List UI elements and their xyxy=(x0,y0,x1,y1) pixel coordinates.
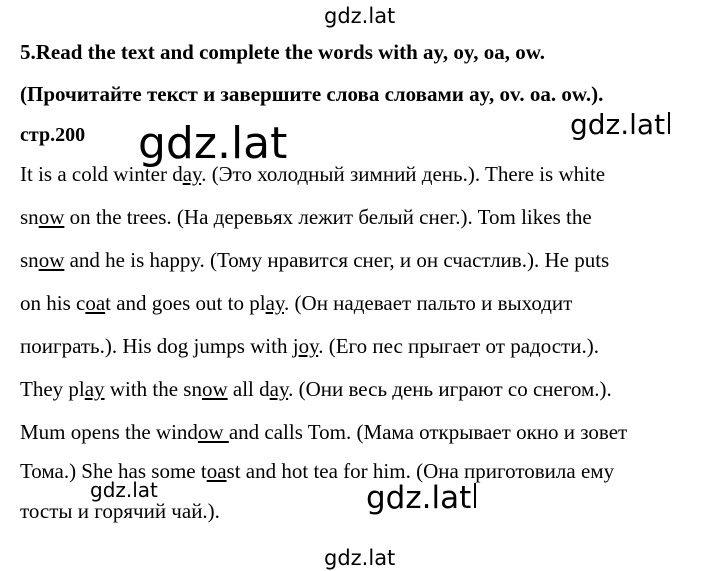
text-segment: on his c xyxy=(20,291,86,315)
text-segment: st and hot tea for him. (Она приготовила ему xyxy=(226,459,615,483)
completed-letters: oa xyxy=(206,459,227,483)
completed-letters: oa xyxy=(85,291,106,315)
text-segment: sn xyxy=(20,248,39,272)
watermark-large-center: gdz.lat xyxy=(366,480,476,516)
text-segment: поиграть.). His dog jumps with j xyxy=(20,334,299,358)
completed-letters: oy xyxy=(298,334,319,358)
text-line xyxy=(20,420,627,445)
text-segment: all d xyxy=(227,377,270,401)
text-line xyxy=(20,377,612,402)
completed-letters: ow xyxy=(38,248,65,272)
text-segment: t and goes out to pl xyxy=(105,291,266,315)
text-line xyxy=(20,248,609,273)
text-line xyxy=(20,291,572,316)
exercise-title: 5.Read the text and complete the words with ay, oy, oa, ow. xyxy=(20,40,545,64)
text-line xyxy=(20,499,220,524)
watermark-small-left: gdz.lat xyxy=(90,478,158,502)
text-segment: . (Это холодный зимний день.). There is white xyxy=(201,162,606,186)
text-segment: sn xyxy=(20,205,39,229)
completed-letters: ay xyxy=(84,377,105,401)
text-segment: Mum opens the wind xyxy=(20,420,198,444)
completed-letters: ow xyxy=(201,377,228,401)
watermark-bottom: gdz.lat xyxy=(324,546,396,570)
text-segment: Тома.) She has some t xyxy=(20,459,207,483)
completed-letters: ay xyxy=(269,377,289,401)
text-segment: It is a cold winter d xyxy=(20,162,183,186)
completed-letters: ay xyxy=(265,291,285,315)
text-line xyxy=(20,334,599,359)
page-number: стр.200 xyxy=(20,124,86,146)
text-segment: and calls Tom. (Мама открывает окно и зовет xyxy=(228,420,628,444)
text-segment: on the trees. (На деревьях лежит белый снег.). Tom likes the xyxy=(64,205,592,229)
text-segment: . (Они весь день играют со снегом.). xyxy=(288,377,612,401)
completed-letters: ay xyxy=(182,162,202,186)
text-line xyxy=(20,205,592,230)
completed-letters: ow xyxy=(38,205,65,229)
watermark-right: gdz.lat xyxy=(570,108,670,141)
completed-letters: ow xyxy=(197,420,229,444)
text-segment: with the sn xyxy=(104,377,202,401)
text-segment: тосты и горячий чай.). xyxy=(20,499,220,523)
text-segment: . (Он надевает пальто и выходит xyxy=(284,291,573,315)
text-segment: . (Его пес прыгает от радости.). xyxy=(318,334,599,358)
text-segment: They pl xyxy=(20,377,85,401)
exercise-title-translation: (Прочитайте текст и завершите слова словами ay, ov. oa. ow.). xyxy=(20,82,604,106)
watermark-large-left: gdz.lat xyxy=(138,118,288,169)
text-line xyxy=(20,162,605,187)
watermark-top: gdz.lat xyxy=(324,4,396,28)
text-segment: and he is happy. (Тому нравится снег, и он счастлив.). He puts xyxy=(64,248,610,272)
